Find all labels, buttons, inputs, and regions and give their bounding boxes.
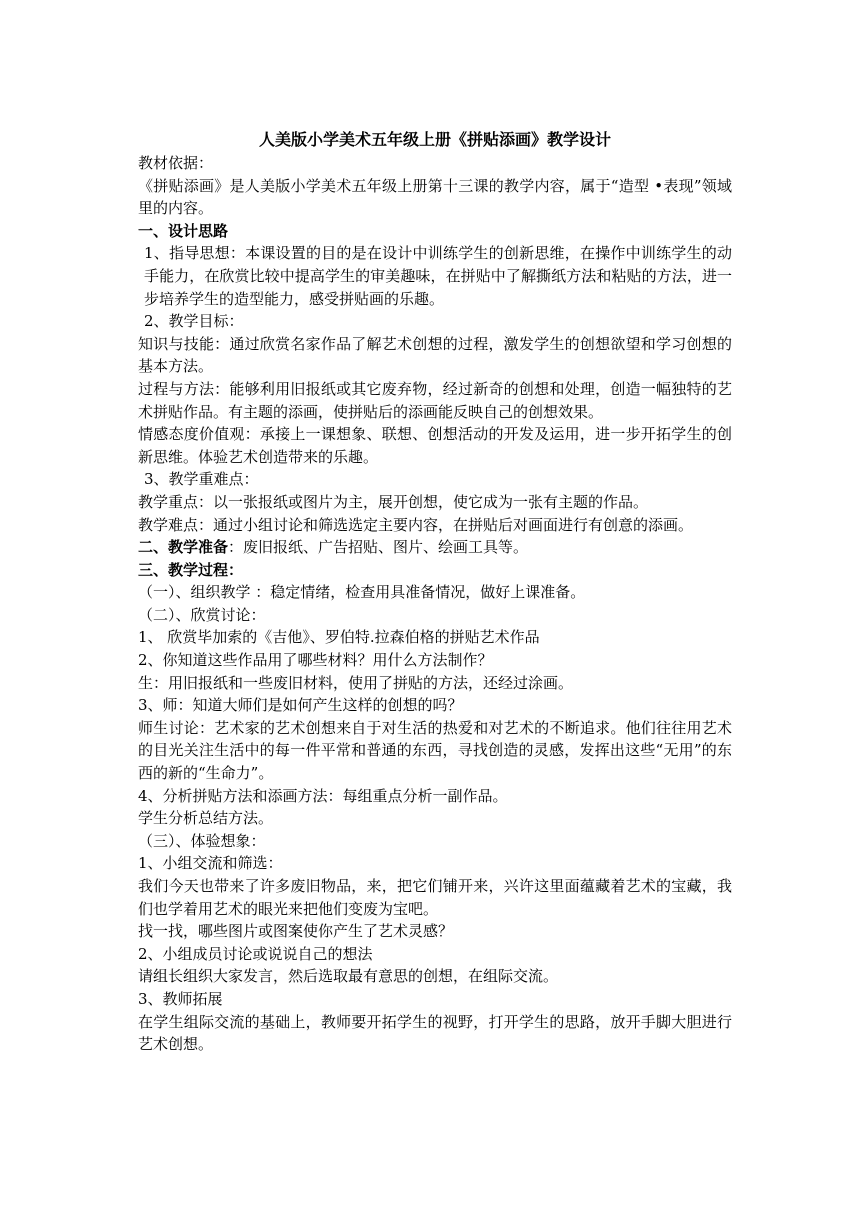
process-line: 生：用旧报纸和一些废旧材料，使用了拼贴的方法，还经过涂画。 bbox=[138, 673, 574, 692]
section-2 bbox=[138, 536, 732, 559]
difficult-point: 教学难点：通过小组讨论和筛选选定主要内容，在拼贴后对画面进行有创意的添画。 bbox=[138, 515, 694, 534]
document-page bbox=[138, 128, 732, 1056]
key-point: 教学重点：以一张报纸或图片为主，展开创想，使它成为一张有主题的作品。 bbox=[138, 492, 649, 511]
basis-label: 教材依据： bbox=[138, 154, 214, 172]
goal-knowledge: 知识与技能：通过欣赏名家作品了解艺术创想的过程，激发学生的创想欲望和学习创想的基本方法。 bbox=[138, 334, 732, 376]
section-2-text: ：废旧报纸、广告招贴、图片、绘画工具等。 bbox=[228, 538, 529, 557]
document-title: 人美版小学美术五年级上册《拼贴添画》教学设计 bbox=[258, 130, 611, 149]
key-points-label: 3、教学重难点： bbox=[144, 470, 259, 489]
section-1-heading: 一、设计思路 bbox=[138, 221, 229, 240]
process-line: 请组长组织大家发言，然后选取最有意思的创想，在组际交流。 bbox=[138, 967, 559, 986]
process-line: （一）、组织教学 ：稳定情绪，检查用具准备情况，做好上课准备。 bbox=[138, 583, 586, 602]
basis-text: 《拼贴添画》是人美版小学美术五年级上册第十三课的教学内容，属于“造型 •表现”领域里的内容。 bbox=[138, 176, 732, 218]
process-line: 找一找，哪些图片或图案使你产生了艺术灵感？ bbox=[138, 922, 454, 941]
process-line: （三）、体验想象： bbox=[138, 831, 266, 850]
process-line: 师生讨论：艺术家的艺术创想来自于对生活的热爱和对艺术的不断追求。他们往往用艺术的目光关注生活中的每一件平常和普通的东西，寻找创造的灵感，发挥出这些“无用”的东西的新的“生命力”。 bbox=[138, 718, 732, 783]
guiding-thought: 1、指导思想：本课设置的目的是在设计中训练学生的创新思维，在操作中训练学生的动手能力，在欣赏比较中提高学生的审美趣味，在拼贴中了解撕纸方法和粘贴的方法，进一步培养学生的造型能力，感受拼贴画的乐趣。 bbox=[144, 244, 732, 308]
process-line: 2、小组成员讨论或说说自己的想法 bbox=[138, 944, 373, 963]
goal-emotion: 情感态度价值观：承接上一课想象、联想、创想活动的开发及运用，进一步开拓学生的创新思维。体验艺术创造带来的乐趣。 bbox=[138, 425, 732, 466]
section-2-heading: 二、教学准备 bbox=[138, 538, 229, 557]
process-line: 4、分析拼贴方法和添画方法：每组重点分析一副作品。 bbox=[138, 786, 508, 805]
process-line: 我们今天也带来了许多废旧物品，来，把它们铺开来，兴许这里面蕴藏着艺术的宝藏，我们也学着用艺术的眼光来把他们变废为宝吧。 bbox=[138, 877, 732, 918]
process-line: 3、教师拓展 bbox=[138, 989, 223, 1008]
goals-label: 2、教学目标： bbox=[144, 312, 244, 331]
process-line: 1、小组交流和筛选： bbox=[138, 854, 283, 873]
section-3-heading: 三、教学过程： bbox=[138, 560, 244, 579]
process-line: （二）、欣赏讨论： bbox=[138, 605, 266, 624]
process-line: 学生分析总结方法。 bbox=[138, 809, 274, 828]
goal-process: 过程与方法：能够利用旧报纸或其它废弃物，经过新奇的创想和处理，创造一幅独特的艺术拼贴作品。有主题的添画，使拼贴后的添画能反映自己的创想效果。 bbox=[138, 379, 732, 421]
process-line: 在学生组际交流的基础上，教师要开拓学生的视野，打开学生的思路，放开手脚大胆进行艺术创想。 bbox=[138, 1012, 732, 1054]
process-line: 2、你知道这些作品用了哪些材料？用什么方法制作？ bbox=[138, 651, 493, 670]
process-line: 1、 欣赏毕加索的《吉他》、罗伯特.拉森伯格的拼贴艺术作品 bbox=[138, 628, 540, 647]
process-line: 3、师：知道大师们是如何产生这样的创想的吗？ bbox=[138, 696, 463, 715]
